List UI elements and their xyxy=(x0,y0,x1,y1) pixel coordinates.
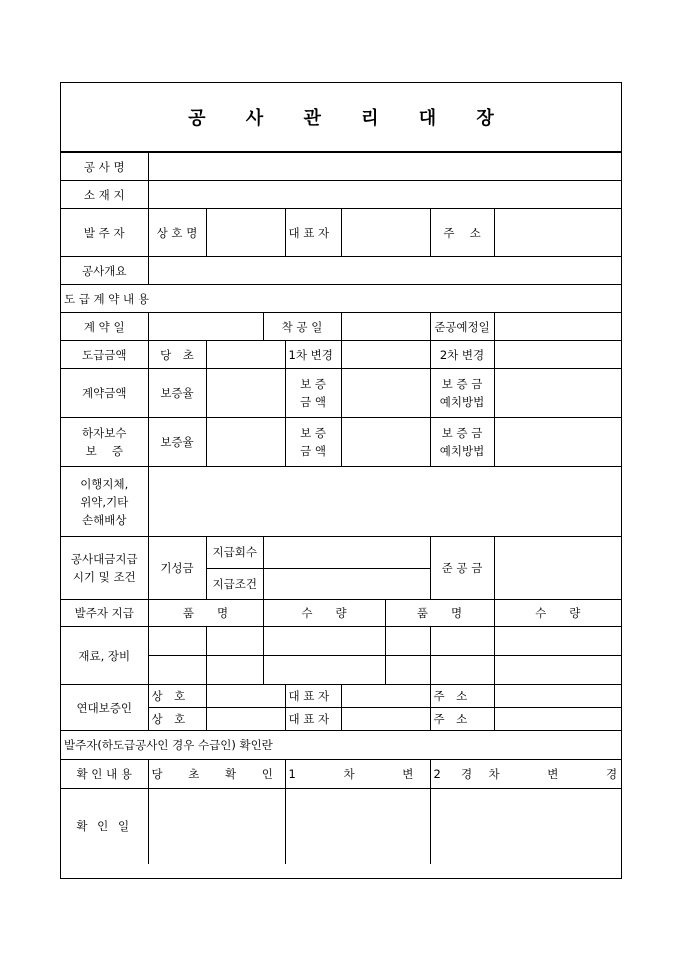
joint-guarantor-label: 연대보증인 xyxy=(61,685,148,731)
page-title: 공 사 관 리 대 장 xyxy=(188,108,511,129)
second-change-field[interactable] xyxy=(430,789,621,864)
guarantor1-address-label: 주 소 xyxy=(430,685,494,708)
representative-label: 대 표 자 xyxy=(285,209,341,257)
initial-label: 당 초 xyxy=(148,341,206,369)
contract-amount-label: 도급금액 xyxy=(61,341,148,369)
project-name-field[interactable] xyxy=(148,153,621,181)
item-name-header-2: 품 명 xyxy=(385,600,494,627)
defect-bond-method-label: 보 증 금 예치방법 xyxy=(430,418,494,467)
bond-method-field[interactable] xyxy=(494,369,621,418)
material-cell[interactable] xyxy=(148,656,206,685)
form-page xyxy=(60,82,640,879)
completion-payment-field[interactable] xyxy=(494,537,621,600)
start-date-label: 착 공 일 xyxy=(263,313,341,341)
location-field[interactable] xyxy=(148,181,621,209)
completion-date-label: 준공예정일 xyxy=(430,313,494,341)
material-cell[interactable] xyxy=(430,627,494,656)
progress-payment-block xyxy=(206,537,430,600)
confirmation-heading: 발주자(하도급공사인 경우 수급인) 확인란 xyxy=(61,731,621,760)
guarantor2-address-label: 주 소 xyxy=(430,708,494,731)
guarantor2-trade-field[interactable] xyxy=(206,708,285,731)
client-label: 발 주 자 xyxy=(61,209,148,257)
initial-amount-field[interactable] xyxy=(206,341,285,369)
title-box xyxy=(61,83,621,152)
initial-confirm-header: 당 초 확 인 xyxy=(148,760,285,789)
overview-field[interactable] xyxy=(148,257,621,285)
payment-terms-field[interactable] xyxy=(264,568,430,599)
delay-penalty-label: 이행지체, 위약,기타 손해배상 xyxy=(61,467,148,537)
contract-date-label: 계 약 일 xyxy=(61,313,148,341)
payment-terms-label: 공사대금지급 시기 및 조건 xyxy=(61,537,148,600)
bond-rate-label: 보증율 xyxy=(148,369,206,418)
material-cell[interactable] xyxy=(263,627,385,656)
quantity-header-2: 수 량 xyxy=(494,600,621,627)
defect-guarantee-label: 하자보수 보 증 xyxy=(61,418,148,467)
material-cell[interactable] xyxy=(430,656,494,685)
material-cell[interactable] xyxy=(385,627,430,656)
guarantor1-address-field[interactable] xyxy=(494,685,621,708)
first-change-field[interactable] xyxy=(285,789,430,864)
contract-date-field[interactable] xyxy=(148,313,263,341)
company-name-field[interactable] xyxy=(206,209,285,257)
bond-rate-field[interactable] xyxy=(206,369,285,418)
representative-field[interactable] xyxy=(341,209,430,257)
change1-label: 1차 변경 xyxy=(285,341,341,369)
construction-management-table xyxy=(61,152,640,864)
project-name-label: 공 사 명 xyxy=(61,153,148,181)
guarantor1-rep-label: 대 표 자 xyxy=(285,685,341,708)
address-field[interactable] xyxy=(494,209,621,257)
contract-section-heading: 도 급 계 약 내 용 xyxy=(61,285,621,313)
change2-label: 2차 변경 xyxy=(430,341,494,369)
payment-count-field[interactable] xyxy=(264,537,430,568)
defect-bond-rate-label: 보증율 xyxy=(148,418,206,467)
defect-bond-method-field[interactable] xyxy=(494,418,621,467)
material-cell[interactable] xyxy=(385,656,430,685)
initial-confirm-field[interactable] xyxy=(148,789,285,864)
guarantor1-trade-field[interactable] xyxy=(206,685,285,708)
location-label: 소 재 지 xyxy=(61,181,148,209)
change1-amount-field[interactable] xyxy=(341,341,430,369)
bond-amount-field[interactable] xyxy=(341,369,430,418)
material-cell[interactable] xyxy=(494,656,621,685)
contract-bond-label: 계약금액 xyxy=(61,369,148,418)
guarantor2-address-field[interactable] xyxy=(494,708,621,731)
address-label: 주 소 xyxy=(430,209,494,257)
bond-amount-label: 보 증 금 액 xyxy=(285,369,341,418)
payment-terms-sub-label: 지급조건 xyxy=(207,568,264,599)
completion-payment-label: 준 공 금 xyxy=(430,537,494,600)
guarantor2-rep-label: 대 표 자 xyxy=(285,708,341,731)
material-cell[interactable] xyxy=(206,656,263,685)
material-cell[interactable] xyxy=(494,627,621,656)
delay-penalty-field[interactable] xyxy=(148,467,621,537)
second-change-header: 2 차 변 경 xyxy=(430,760,621,789)
bond-method-label: 보 증 금 예치방법 xyxy=(430,369,494,418)
guarantor2-trade-label: 상 호 xyxy=(148,708,206,731)
company-name-label: 상 호 명 xyxy=(148,209,206,257)
guarantor2-rep-field[interactable] xyxy=(341,708,430,731)
defect-bond-amount-field[interactable] xyxy=(341,418,430,467)
confirm-content-label: 확 인 내 용 xyxy=(61,760,148,789)
client-supply-label: 발주자 지급 xyxy=(61,600,148,627)
item-name-header-1: 품 명 xyxy=(148,600,263,627)
overview-label: 공사개요 xyxy=(61,257,148,285)
progress-payment-inner xyxy=(207,537,430,599)
confirm-date-label: 확 인 일 xyxy=(61,789,148,864)
first-change-header: 1 차 변 경 xyxy=(285,760,430,789)
material-cell[interactable] xyxy=(263,656,385,685)
guarantor1-trade-label: 상 호 xyxy=(148,685,206,708)
material-cell[interactable] xyxy=(206,627,263,656)
materials-label: 재료, 장비 xyxy=(61,627,148,685)
defect-bond-amount-label: 보 증 금 액 xyxy=(285,418,341,467)
guarantor1-rep-field[interactable] xyxy=(341,685,430,708)
change2-amount-field[interactable] xyxy=(494,341,621,369)
payment-count-label: 지급회수 xyxy=(207,537,264,568)
material-cell[interactable] xyxy=(148,627,206,656)
completion-date-field[interactable] xyxy=(494,313,621,341)
start-date-field[interactable] xyxy=(341,313,430,341)
defect-bond-rate-field[interactable] xyxy=(206,418,285,467)
progress-payment-label: 기성금 xyxy=(148,537,206,600)
quantity-header-1: 수 량 xyxy=(263,600,385,627)
